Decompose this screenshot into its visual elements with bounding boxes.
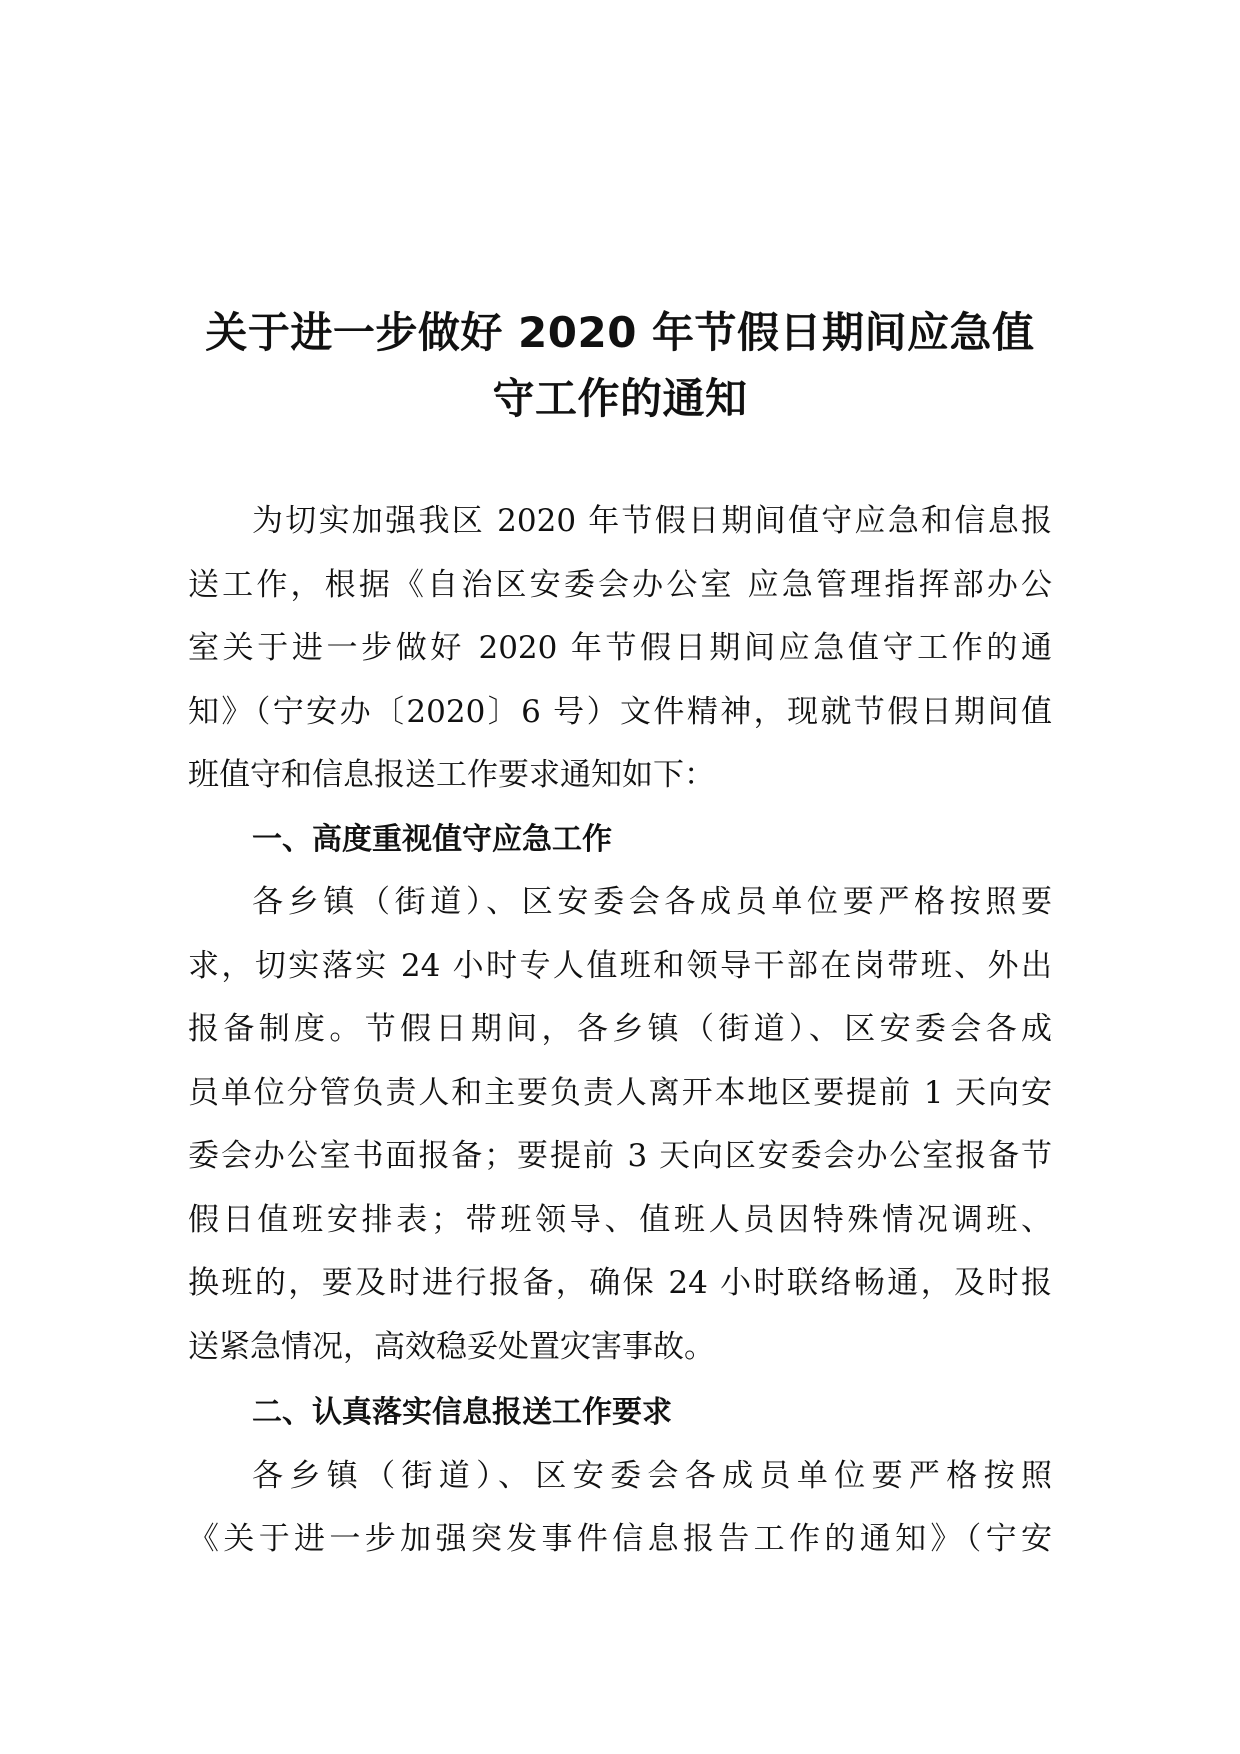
- section-2-paragraph: [188, 1445, 1052, 1572]
- intro-line-1: 为切实加强我区 2020 年节假日期间值守应急和信息报: [252, 503, 1052, 539]
- section-2-line-1: 各乡镇（街道）、区安委会各成员单位要严格按照: [252, 1457, 1052, 1494]
- intro-paragraph: [188, 490, 1052, 808]
- document-title: [190, 300, 1050, 432]
- section-1-heading: 一、高度重视值守应急工作: [252, 821, 612, 857]
- section-1-paragraph: [188, 871, 1052, 1379]
- intro-line-4: 知》（宁安办〔2020〕6 号）文件精神，现就节假日期间值: [188, 693, 1052, 730]
- section-1-line-1: 各乡镇（街道）、区安委会各成员单位要严格按照要: [252, 884, 1052, 920]
- section-1-line-4: 员单位分管负责人和主要负责人离开本地区要提前 1 天向安: [188, 1074, 1052, 1111]
- intro-line-5: 班值守和信息报送工作要求通知如下：: [188, 757, 715, 793]
- title-line-1: 关于进一步做好 2020 年节假日期间应急值: [205, 308, 1035, 357]
- title-line-2: 守工作的通知: [492, 374, 748, 423]
- section-2-heading: 二、认真落实信息报送工作要求: [252, 1395, 672, 1430]
- section-1-line-8: 送紧急情况，高效稳妥处置灾害事故。: [188, 1328, 715, 1365]
- intro-line-3: 室关于进一步做好 2020 年节假日期间应急值守工作的通: [188, 630, 1052, 666]
- section-2-line-2: 《关于进一步加强突发事件信息报告工作的通知》（宁安: [188, 1521, 1052, 1557]
- intro-line-2: 送工作，根据《自治区安委会办公室 应急管理指挥部办公: [188, 566, 1052, 603]
- section-1-line-6: 假日值班安排表；带班领导、值班人员因特殊情况调班、: [188, 1201, 1052, 1238]
- document-body: [188, 490, 1052, 1572]
- section-1-line-3: 报备制度。节假日期间，各乡镇（街道）、区安委会各成: [188, 1011, 1052, 1047]
- section-1-line-5: 委会办公室书面报备；要提前 3 天向区安委会办公室报备节: [188, 1138, 1052, 1174]
- section-1-line-2: 求，切实落实 24 小时专人值班和领导干部在岗带班、外出: [188, 947, 1052, 984]
- section-1-line-7: 换班的，要及时进行报备，确保 24 小时联络畅通，及时报: [188, 1265, 1052, 1301]
